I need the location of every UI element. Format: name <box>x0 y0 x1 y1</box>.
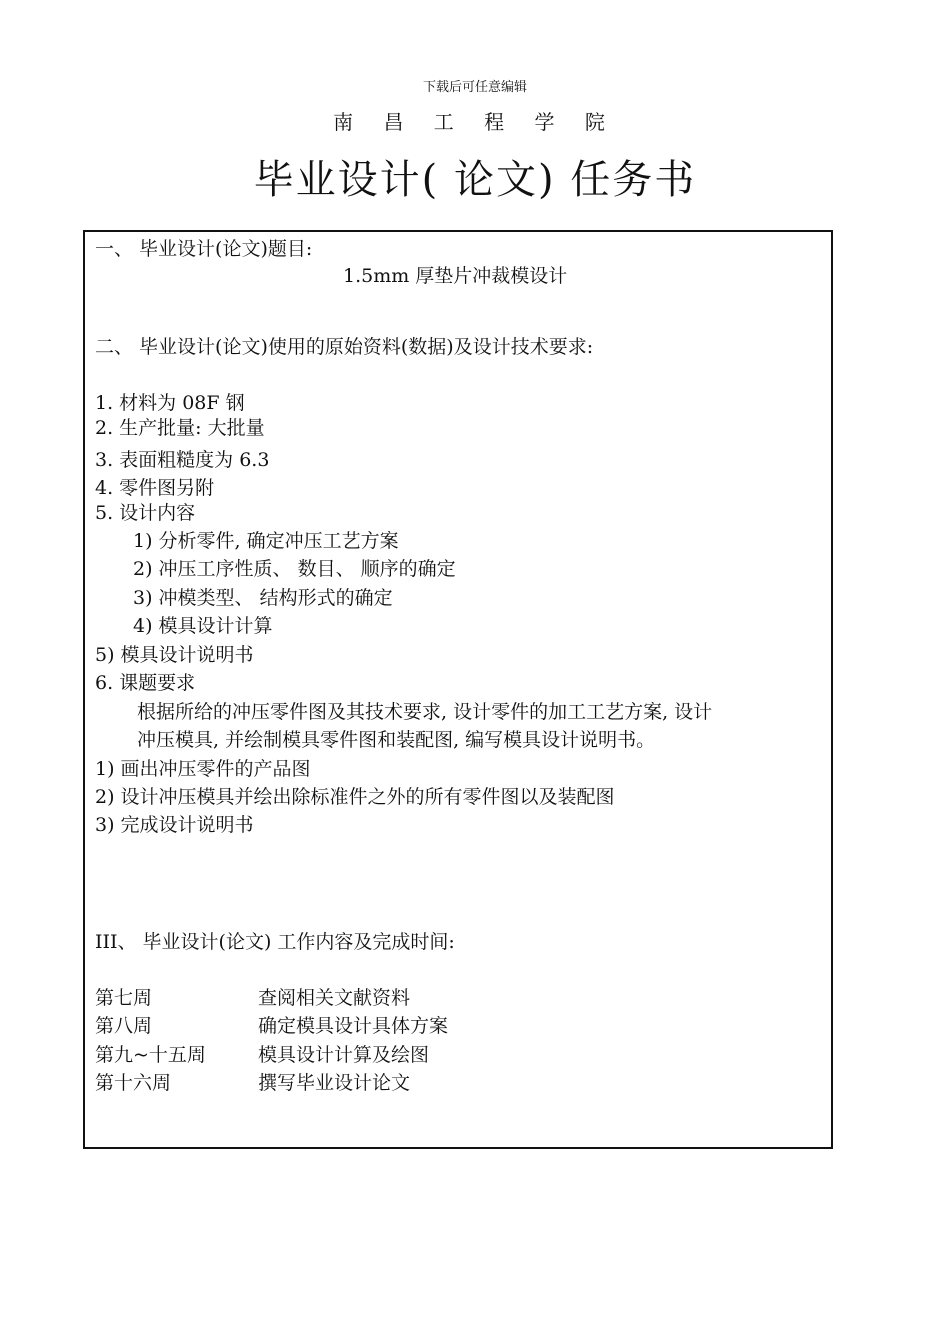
header-note: 下载后可任意编辑 <box>422 80 527 95</box>
schedule-content: 模具设计计算及绘图 <box>258 1044 430 1066</box>
section3-heading: III、 毕业设计(论文) 工作内容及完成时间: <box>95 931 455 953</box>
section1-heading: 一、 毕业设计(论文)题目: <box>95 238 313 260</box>
schedule-week: 第八周 <box>95 1015 153 1037</box>
requirement-item: 3. 表面粗糙度为 6.3 <box>95 449 270 471</box>
schedule-content: 撰写毕业设计论文 <box>258 1072 411 1094</box>
design-content-item: 4) 模具设计计算 <box>133 615 273 637</box>
requirement-item: 4. 零件图另附 <box>95 477 215 499</box>
schedule-content: 查阅相关文献资料 <box>258 987 411 1009</box>
school-name: 南 昌 工 程 学 院 <box>333 110 617 134</box>
schedule-week: 第九~十五周 <box>95 1044 206 1066</box>
requirement-paragraph-line: 根据所给的冲压零件图及其技术要求, 设计零件的加工工艺方案, 设计 <box>137 701 713 723</box>
task-item: 2) 设计冲压模具并绘出除标准件之外的所有零件图以及装配图 <box>95 786 615 808</box>
requirement-item: 6. 课题要求 <box>95 672 196 694</box>
task-item: 3) 完成设计说明书 <box>95 814 254 836</box>
document-title: 毕业设计( 论文) 任务书 <box>253 157 697 203</box>
requirement-item: 2. 生产批量: 大批量 <box>95 417 265 439</box>
design-content-item: 5) 模具设计说明书 <box>95 644 254 666</box>
schedule-week: 第七周 <box>95 987 153 1009</box>
schedule-content: 确定模具设计具体方案 <box>258 1015 449 1037</box>
thesis-topic: 1.5mm 厚垫片冲裁模设计 <box>343 265 568 287</box>
design-content-item: 3) 冲模类型、 结构形式的确定 <box>133 587 393 609</box>
requirement-paragraph-line: 冲压模具, 并绘制模具零件图和装配图, 编写模具设计说明书。 <box>137 729 656 751</box>
requirement-item: 1. 材料为 08F 钢 <box>95 392 245 414</box>
schedule-week: 第十六周 <box>95 1072 172 1094</box>
section2-heading: 二、 毕业设计(论文)使用的原始资料(数据)及设计技术要求: <box>95 336 594 358</box>
design-content-item: 2) 冲压工序性质、 数目、 顺序的确定 <box>133 558 456 580</box>
design-content-item: 1) 分析零件, 确定冲压工艺方案 <box>133 530 399 552</box>
task-item: 1) 画出冲压零件的产品图 <box>95 758 311 780</box>
task-table-frame <box>83 230 833 1149</box>
requirement-item: 5. 设计内容 <box>95 502 196 524</box>
